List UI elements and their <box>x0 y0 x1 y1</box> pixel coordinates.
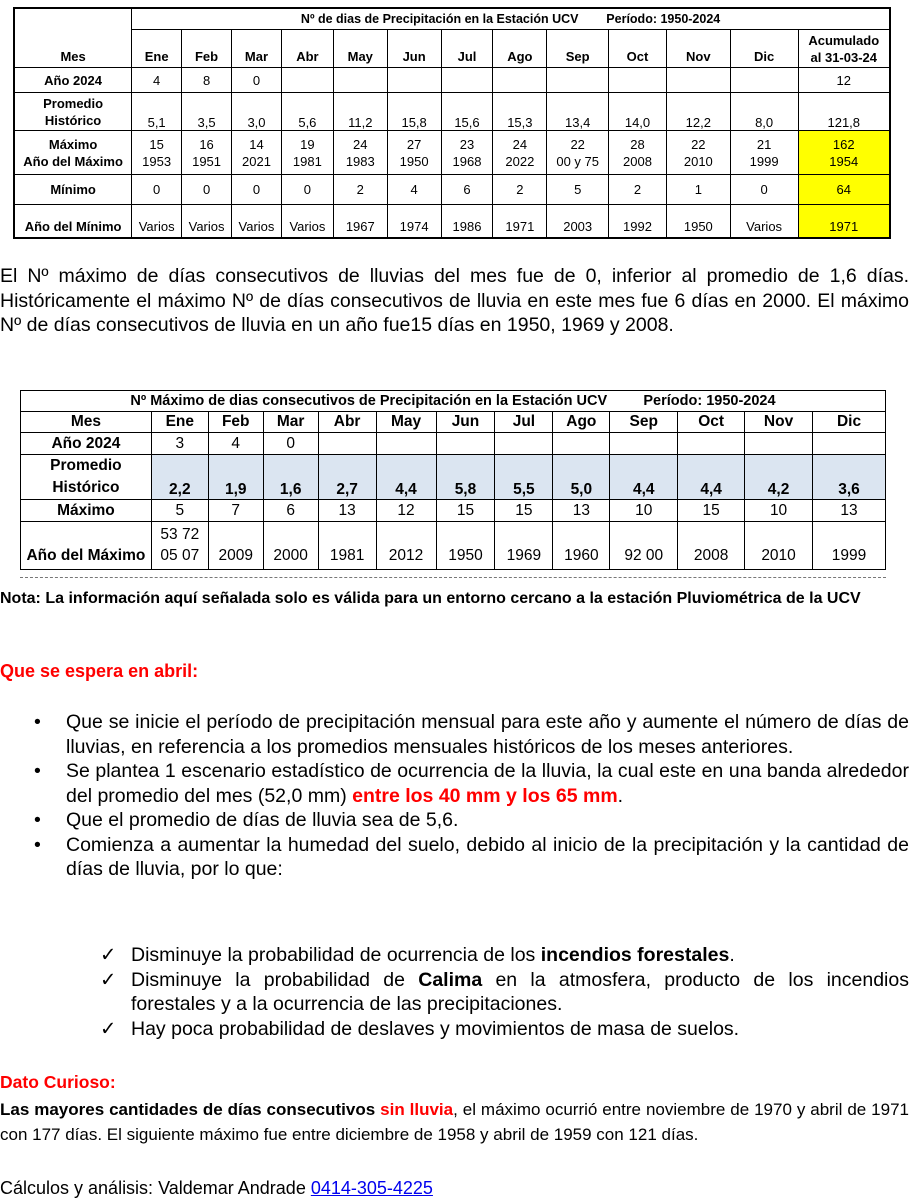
cell: 3 <box>151 433 208 455</box>
cell <box>182 131 232 175</box>
header-cell: Ago <box>493 30 547 68</box>
row-label: Año 2024 <box>14 68 132 93</box>
cell: 5 <box>151 500 208 522</box>
cell: 92 00 <box>610 522 678 570</box>
cell: 1969 <box>495 522 553 570</box>
cell <box>441 68 493 93</box>
checkmark-icon: ✓ <box>100 944 117 966</box>
cell: 4 <box>208 433 263 455</box>
max-value: 15 <box>149 136 164 152</box>
cell <box>666 68 730 93</box>
table2-header-row <box>21 412 886 433</box>
credits-line <box>0 1178 433 1199</box>
max-value: 24 <box>512 136 528 152</box>
max-value: 22 <box>570 136 585 152</box>
fun-fact-text <box>0 1098 909 1147</box>
cell: 3,5 <box>182 93 232 131</box>
cell: 12 <box>376 500 436 522</box>
cell: 121,8 <box>798 93 890 131</box>
bullet-text: Se plantea 1 escenario estadístico de ocurrencia de la lluvia, la cual este en una banda alrededor del promedio del mes (52,0 mm) <box>66 760 909 807</box>
table1-title <box>132 8 890 30</box>
table2-row-ano-maximo <box>21 522 886 570</box>
cell <box>547 131 609 175</box>
cell: 15,8 <box>387 93 441 131</box>
list-item <box>0 943 909 968</box>
cell: 15 <box>678 500 745 522</box>
table2-row-ano2024 <box>21 433 886 455</box>
list-item <box>0 833 909 882</box>
acumulado-header <box>798 30 890 68</box>
cell: 0 <box>730 175 798 205</box>
cell: 11,2 <box>333 93 387 131</box>
fun-fact-rest: , el máximo ocurrió entre noviembre de 1970 y abril de 1971 con 177 días. El siguiente máximo fue entre diciembre de 1958 y abril de 1959 con 121 días. <box>0 1100 909 1144</box>
max-year: 2010 <box>683 153 713 169</box>
max-value: 24 <box>353 136 368 152</box>
header-cell: Jun <box>387 30 441 68</box>
consequences-check-list <box>0 943 909 1041</box>
check-bold: incendios forestales <box>540 944 730 966</box>
acumulado-line2: al 31-03-24 <box>810 49 878 65</box>
check-text-end: en la atmosfera, producto de los incendios forestales y a la ocurrencia de las precipitaciones. <box>131 968 909 1015</box>
cell <box>376 433 436 455</box>
cell: 1,9 <box>208 455 263 500</box>
cell: 1981 <box>318 522 376 570</box>
max-year: 2021 <box>242 153 271 169</box>
acumulado-line1: Acumulado <box>808 32 880 48</box>
cell: 4,2 <box>745 455 813 500</box>
cell: 14,0 <box>609 93 667 131</box>
cell: 4 <box>387 175 441 205</box>
cell: 1,6 <box>263 455 318 500</box>
header-cell: Mes <box>14 30 132 68</box>
note: Nota: La información aquí señalada solo es válida para un entorno cercano a la estación Pluviométrica de la UCV <box>0 590 861 607</box>
bullet-text-end: . <box>617 784 624 807</box>
check-text: Hay poca probabilidad de deslaves y movimientos de masa de suelos. <box>131 1017 740 1040</box>
header-cell: Feb <box>182 30 232 68</box>
row-label-line1: Promedio <box>50 457 122 474</box>
table2-row-maximo <box>21 500 886 522</box>
cell: 13 <box>318 500 376 522</box>
max-value: 23 <box>459 136 475 152</box>
cell: 2003 <box>547 205 609 238</box>
row-label: Máximo <box>21 500 152 522</box>
header-cell: Abr <box>281 30 333 68</box>
row-label-line2: Histórico <box>44 112 102 128</box>
list-item <box>0 759 909 808</box>
cell: 4,4 <box>376 455 436 500</box>
cell: 15 <box>436 500 495 522</box>
cell: 4,4 <box>610 455 678 500</box>
checkmark-icon: ✓ <box>100 1017 117 1040</box>
row-label: Año del Mínimo <box>14 205 132 238</box>
checkmark-icon: ✓ <box>100 968 117 991</box>
header-cell: Ene <box>132 30 182 68</box>
row-label: Mínimo <box>14 175 132 205</box>
max-year: 1968 <box>452 153 482 169</box>
cell: 0 <box>182 175 232 205</box>
cell: 8 <box>182 68 232 93</box>
cell <box>609 131 667 175</box>
header-cell: Sep <box>610 412 678 433</box>
cell: 5,8 <box>436 455 495 500</box>
cell <box>666 131 730 175</box>
cell <box>493 68 547 93</box>
max-value: 22 <box>691 136 706 152</box>
table1-row-minimo <box>14 175 890 205</box>
header-cell: Nov <box>666 30 730 68</box>
row-label: Año del Máximo <box>21 522 152 570</box>
cell: Varios <box>132 205 182 238</box>
row-label-line1: Máximo <box>48 136 98 152</box>
header-cell: Sep <box>547 30 609 68</box>
cell: 2012 <box>376 522 436 570</box>
cell: 1950 <box>666 205 730 238</box>
list-item <box>0 808 909 833</box>
cell: 0 <box>132 175 182 205</box>
cell-line2: 05 07 <box>160 547 200 564</box>
table2-row-promedio <box>21 455 886 500</box>
check-text: Disminuye la probabilidad de ocurrencia de los <box>131 944 541 966</box>
fun-fact-red: sin lluvia <box>380 1100 454 1119</box>
bullet-text: Comienza a aumentar la humedad del suelo, debido al inicio de la precipitación y la cantidad de días de lluvia, por lo que: <box>66 833 909 880</box>
check-text: Disminuye la probabilidad de <box>131 968 419 991</box>
cell: 10 <box>610 500 678 522</box>
table2-period: Período: 1950-2024 <box>643 393 776 409</box>
cell: 5,6 <box>281 93 333 131</box>
cell: Varios <box>730 205 798 238</box>
cell: 7 <box>208 500 263 522</box>
row-label: Año 2024 <box>21 433 152 455</box>
table1-header-row <box>14 30 890 68</box>
precip-days-table <box>13 7 891 239</box>
consecutive-days-paragraph: El Nº máximo de días consecutivos de lluvias del mes fue de 0, inferior al promedio de 1,6 días. Históricamente el máximo Nº de días consecutivos de lluvia en este mes fue 6 días en 2000. El máximo Nº de días consecutivos de lluvia en un año fue15 días en 1950, 1969 y 2008. <box>0 265 909 336</box>
header-cell: Oct <box>678 412 745 433</box>
table2-title <box>21 391 886 412</box>
cell: 5 <box>547 175 609 205</box>
cell: 13 <box>813 500 886 522</box>
row-label <box>21 455 152 500</box>
row-label <box>14 131 132 175</box>
cell: 13,4 <box>547 93 609 131</box>
max-year: 1951 <box>192 153 222 169</box>
max-year: 1950 <box>399 153 429 169</box>
header-cell: May <box>376 412 436 433</box>
list-item <box>0 968 909 1017</box>
april-bullet-list <box>0 710 909 882</box>
cell: 15,3 <box>493 93 547 131</box>
cell <box>609 68 667 93</box>
cell: 2 <box>493 175 547 205</box>
table2-title-text: Nº Máximo de dias consecutivos de Precipitación en la Estación UCV <box>130 393 608 409</box>
cell: 0 <box>281 175 333 205</box>
cell: 12 <box>798 68 890 93</box>
header-cell: Nov <box>745 412 813 433</box>
cell: 0 <box>263 433 318 455</box>
cell <box>281 68 333 93</box>
row-label-line2: Año del Máximo <box>23 153 123 169</box>
cell <box>678 433 745 455</box>
cell: 6 <box>263 500 318 522</box>
header-cell: May <box>333 30 387 68</box>
max-year: 1981 <box>292 153 322 169</box>
header-cell: Mes <box>21 412 152 433</box>
max-value: 21 <box>756 136 772 152</box>
cell: 1967 <box>333 205 387 238</box>
cell: 1974 <box>387 205 441 238</box>
cell: 2 <box>333 175 387 205</box>
cell: 1 <box>666 175 730 205</box>
cell <box>281 131 333 175</box>
cell <box>610 433 678 455</box>
max-value: 14 <box>249 136 264 152</box>
header-cell: Jun <box>436 412 495 433</box>
cell <box>493 131 547 175</box>
cell: 5,0 <box>553 455 610 500</box>
table1-row-maximo <box>14 131 890 175</box>
table1-row-promedio <box>14 93 890 131</box>
row-label-line2: Histórico <box>52 479 120 496</box>
highlight-cell: 1971 <box>798 205 890 238</box>
check-text-end: . <box>729 944 735 966</box>
max-year: 1954 <box>829 153 859 169</box>
consecutive-days-table <box>20 390 886 570</box>
fun-fact-heading: Dato Curioso: <box>0 1072 116 1092</box>
cell: 1999 <box>813 522 886 570</box>
cell: 5,1 <box>132 93 182 131</box>
cell <box>132 131 182 175</box>
cell <box>547 68 609 93</box>
cell: Varios <box>232 205 282 238</box>
max-value: 27 <box>406 136 422 152</box>
header-cell: Mar <box>232 30 282 68</box>
header-cell: Oct <box>609 30 667 68</box>
cell: 1960 <box>553 522 610 570</box>
cell: 4 <box>132 68 182 93</box>
highlighted-range: entre los 40 mm y los 65 mm <box>352 784 618 807</box>
max-year: 2008 <box>623 153 652 169</box>
table1-title-text: Nº de dias de Precipitación en la Estación UCV <box>300 12 579 26</box>
row-label-line1: Promedio <box>43 95 104 111</box>
cell <box>730 68 798 93</box>
bullet-text: Que se inicie el período de precipitación mensual para este año y aumente el número de días de lluvias, en referencia a los promedios mensuales históricos de los meses anteriores. <box>66 711 909 758</box>
max-value: 28 <box>630 136 645 152</box>
cell <box>333 68 387 93</box>
cell: Varios <box>182 205 232 238</box>
cell <box>813 433 886 455</box>
cell: 1950 <box>436 522 495 570</box>
phone-link[interactable]: 0414-305-4225 <box>310 1178 433 1198</box>
header-cell: Dic <box>730 30 798 68</box>
max-year: 1983 <box>345 153 375 169</box>
check-bold: Calima <box>418 968 483 991</box>
bullet-icon: • <box>34 809 41 831</box>
cell <box>553 433 610 455</box>
fun-fact-bold: Las mayores cantidades de días consecutivos <box>0 1100 381 1119</box>
cell: 15,6 <box>441 93 493 131</box>
header-cell: Mar <box>263 412 318 433</box>
cell <box>387 131 441 175</box>
bullet-icon: • <box>34 760 41 782</box>
list-item <box>0 710 909 759</box>
cell: 8,0 <box>730 93 798 131</box>
table1-row-ano-minimo <box>14 205 890 238</box>
header-cell: Abr <box>318 412 376 433</box>
cell: 1986 <box>441 205 493 238</box>
cell: 5,5 <box>495 455 553 500</box>
cell: 1971 <box>493 205 547 238</box>
cell: 10 <box>745 500 813 522</box>
cell <box>441 131 493 175</box>
cell: 2 <box>609 175 667 205</box>
cell: Varios <box>281 205 333 238</box>
table1-row-ano2024 <box>14 68 890 93</box>
max-year: 1953 <box>142 153 172 169</box>
row-label <box>14 93 132 131</box>
bullet-icon: • <box>34 833 41 856</box>
cell: 2010 <box>745 522 813 570</box>
cell <box>318 433 376 455</box>
header-cell: Jul <box>495 412 553 433</box>
cell: 6 <box>441 175 493 205</box>
header-cell: Ene <box>151 412 208 433</box>
april-heading: Que se espera en abril: <box>0 661 199 681</box>
cell: 3,6 <box>813 455 886 500</box>
cell <box>232 131 282 175</box>
cell: 13 <box>553 500 610 522</box>
header-cell: Feb <box>208 412 263 433</box>
cell: 2009 <box>208 522 263 570</box>
cell: 2000 <box>263 522 318 570</box>
cell: 12,2 <box>666 93 730 131</box>
cell: 2008 <box>678 522 745 570</box>
cell <box>151 522 208 570</box>
max-year: 00 y 75 <box>556 153 600 169</box>
cell: 0 <box>232 68 282 93</box>
cell: 2,2 <box>151 455 208 500</box>
cell <box>495 433 553 455</box>
highlight-cell: 64 <box>798 175 890 205</box>
cell <box>730 131 798 175</box>
header-cell: Dic <box>813 412 886 433</box>
highlight-cell <box>798 131 890 175</box>
bullet-icon: • <box>34 711 41 733</box>
cell: 15 <box>495 500 553 522</box>
cell-line1: 53 72 <box>160 526 200 543</box>
max-value: 16 <box>199 136 214 152</box>
header-cell: Jul <box>441 30 493 68</box>
cropped-text-divider <box>20 577 886 582</box>
cell <box>745 433 813 455</box>
cell: 2,7 <box>318 455 376 500</box>
max-value: 162 <box>832 136 855 152</box>
cell: 3,0 <box>232 93 282 131</box>
cell <box>333 131 387 175</box>
list-item <box>0 1017 909 1042</box>
max-year: 2022 <box>505 153 535 169</box>
header-cell: Ago <box>553 412 610 433</box>
cell <box>387 68 441 93</box>
credits-label: Cálculos y análisis: Valdemar Andrade <box>0 1178 311 1198</box>
cell: 1992 <box>609 205 667 238</box>
cell <box>436 433 495 455</box>
max-value: 19 <box>300 136 315 152</box>
table1-period: Período: 1950-2024 <box>606 12 721 26</box>
max-year: 1999 <box>749 153 779 169</box>
bullet-text: Que el promedio de días de lluvia sea de 5,6. <box>66 809 459 831</box>
cell: 4,4 <box>678 455 745 500</box>
cell: 0 <box>232 175 282 205</box>
